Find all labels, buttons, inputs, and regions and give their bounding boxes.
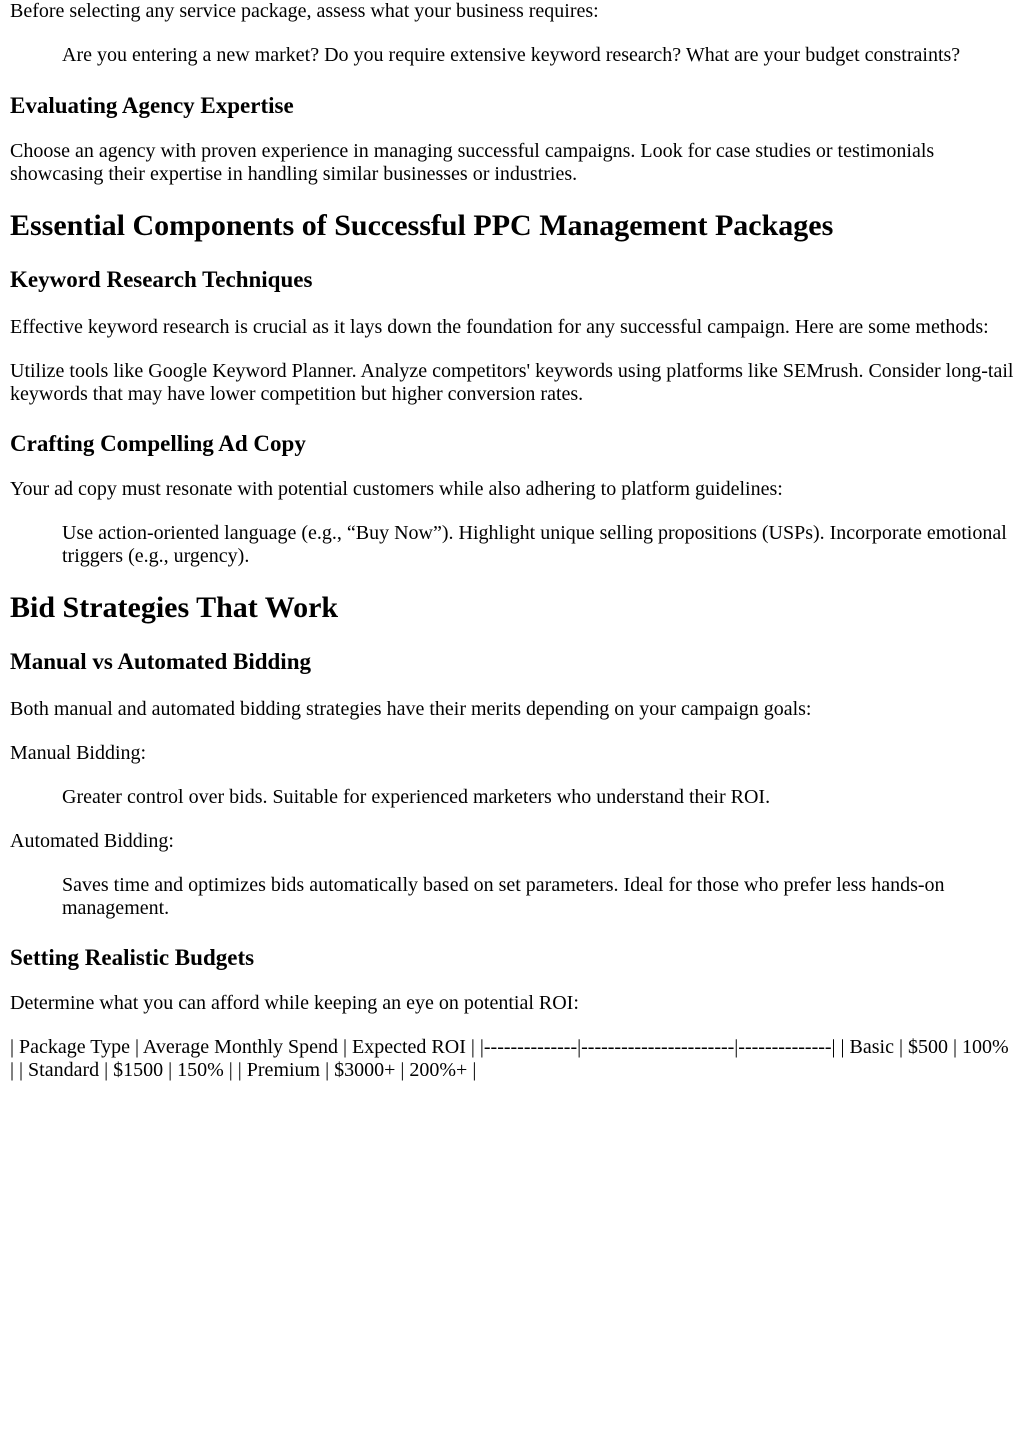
keyword-paragraph-1: Effective keyword research is crucial as it lays down the foundation for any successful campaign. Here are some methods: bbox=[10, 316, 989, 338]
adcopy-blockquote: Use action-oriented language (e.g., “Buy Now”). Highlight unique selling propositions (USPs). Incorporate emotional triggers (e.g., urgency). bbox=[62, 522, 1007, 567]
manual-bidding-label: Manual Bidding: bbox=[10, 742, 147, 764]
heading-keyword-research: Keyword Research Techniques bbox=[10, 267, 313, 292]
heading-evaluating-agency-expertise: Evaluating Agency Expertise bbox=[10, 93, 294, 118]
automated-bidding-label: Automated Bidding: bbox=[10, 830, 174, 852]
heading-manual-vs-automated: Manual vs Automated Bidding bbox=[10, 649, 311, 674]
bidding-paragraph: Both manual and automated bidding strategies have their merits depending on your campaign goals: bbox=[10, 698, 812, 720]
heading-bid-strategies: Bid Strategies That Work bbox=[10, 591, 339, 624]
budget-table-text: | Package Type | Average Monthly Spend | Expected ROI | |--------------|-----------------------|--------------| | Basic | $500 | 100% | | Standard | $1500 | 150% | | Premium | $3000+ | 200%+ | bbox=[10, 1036, 1009, 1081]
automated-bidding-blockquote: Saves time and optimizes bids automatically based on set parameters. Ideal for those who prefer less hands-on management. bbox=[62, 874, 945, 919]
agency-paragraph: Choose an agency with proven experience in managing successful campaigns. Look for case studies or testimonials showcasing their expertise in handling similar businesses or industries. bbox=[10, 140, 935, 185]
adcopy-paragraph: Your ad copy must resonate with potential customers while also adhering to platform guidelines: bbox=[10, 478, 783, 500]
heading-setting-budgets: Setting Realistic Budgets bbox=[10, 945, 255, 970]
heading-crafting-ad-copy: Crafting Compelling Ad Copy bbox=[10, 431, 306, 456]
intro-blockquote: Are you entering a new market? Do you require extensive keyword research? What are your budget constraints? bbox=[62, 44, 961, 66]
budgets-paragraph: Determine what you can afford while keeping an eye on potential ROI: bbox=[10, 992, 579, 1014]
keyword-paragraph-2: Utilize tools like Google Keyword Planner. Analyze competitors' keywords using platforms like SEMrush. Consider long-tail keywords that may have lower competition but higher conversion rates. bbox=[10, 360, 1014, 405]
intro-paragraph: Before selecting any service package, assess what your business requires: bbox=[10, 0, 599, 22]
heading-essential-components: Essential Components of Successful PPC Management Packages bbox=[10, 209, 834, 242]
manual-bidding-blockquote: Greater control over bids. Suitable for experienced marketers who understand their ROI. bbox=[62, 786, 771, 808]
